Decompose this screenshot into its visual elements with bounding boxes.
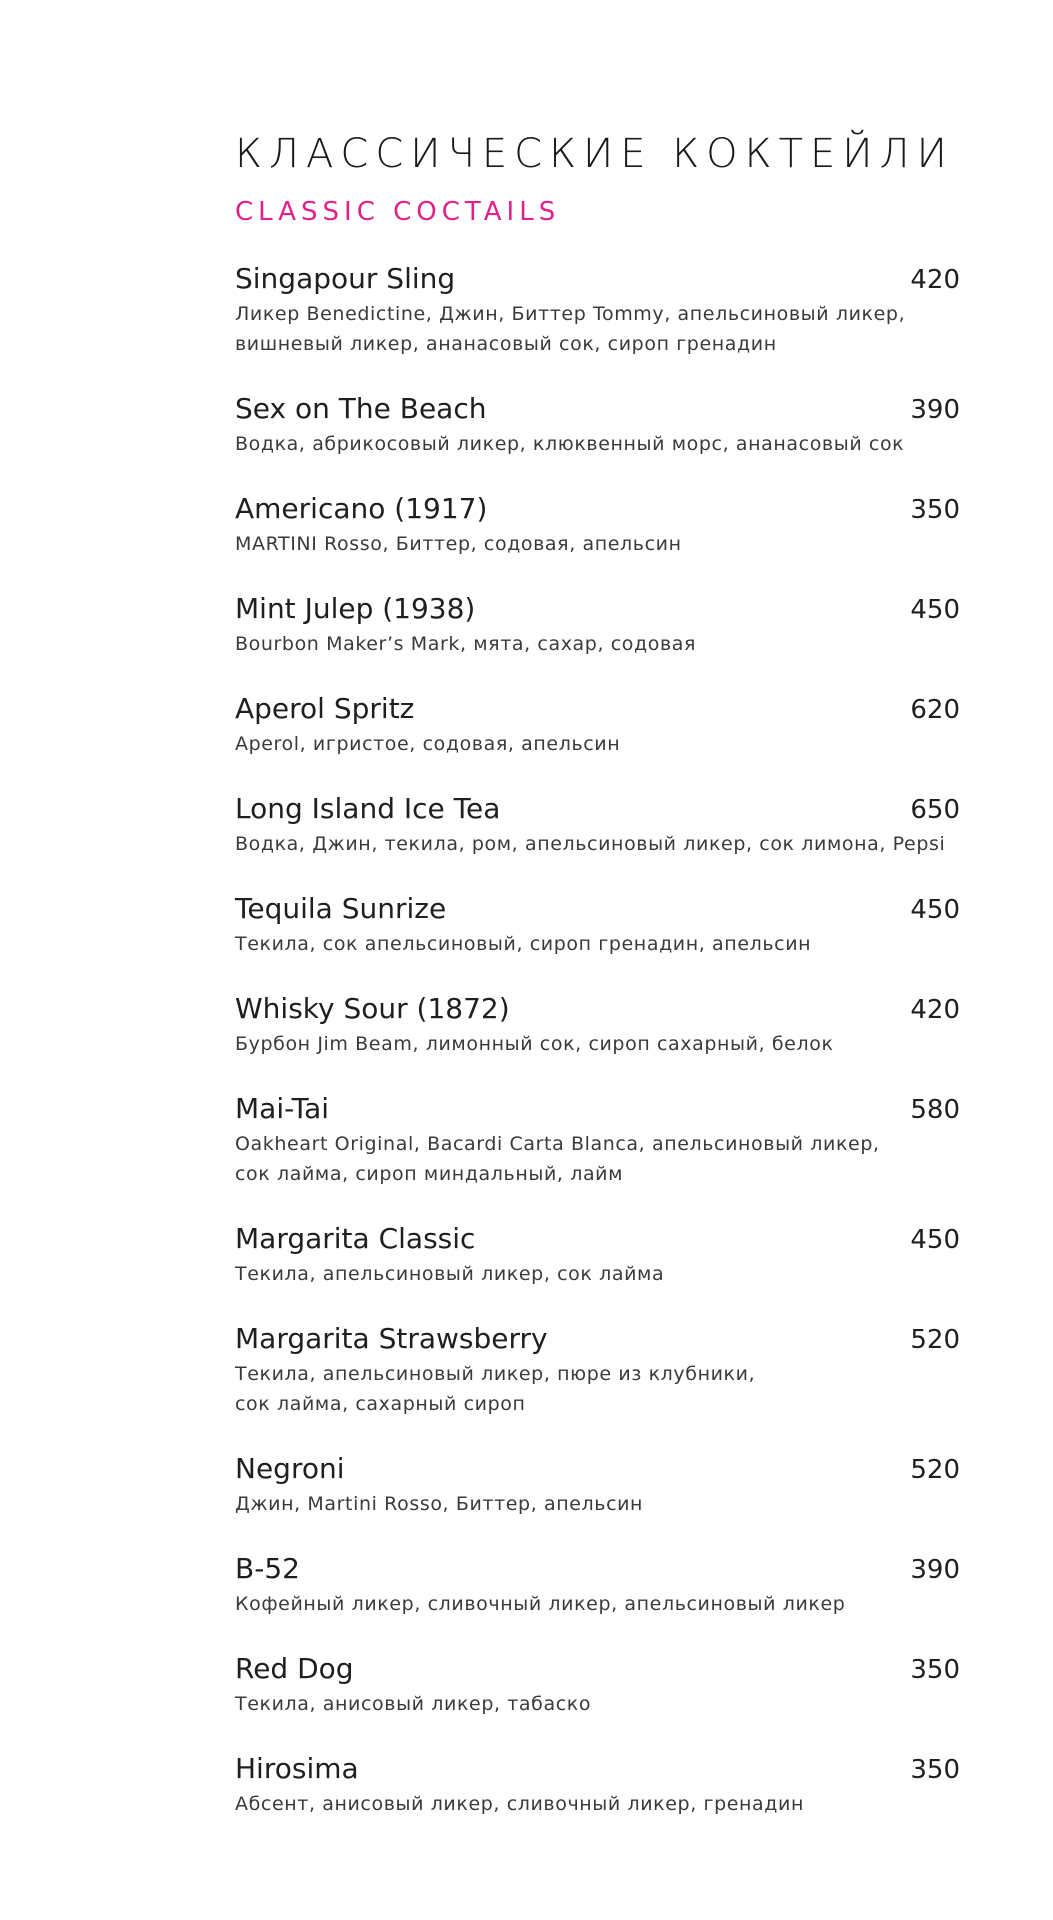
menu-item-description — [235, 1129, 960, 1189]
menu-item-description-line: Текила, анисовый ликер, табаско — [235, 1693, 592, 1715]
menu-item-description-line: MARTINI Rosso, Биттер, содовая, апельсин — [235, 533, 682, 555]
menu-item-name: Margarita Strawsberry — [235, 1322, 548, 1355]
menu-item-description — [235, 729, 960, 759]
menu-item-description — [235, 1359, 960, 1419]
menu-item-description-line: вишневый ликер, ананасовый сок, сироп гренадин — [235, 333, 777, 355]
menu-item-description — [235, 1029, 960, 1059]
menu-item-name: Sex on The Beach — [235, 392, 487, 425]
menu-item — [235, 592, 960, 659]
menu-item-description-line: Текила, апельсиновый ликер, сок лайма — [235, 1263, 665, 1285]
menu-item — [235, 892, 960, 959]
menu-item-header — [235, 1222, 960, 1257]
menu-item-price: 450 — [910, 595, 960, 625]
menu-item-description-line: сок лайма, сироп миндальный, лайм — [235, 1163, 624, 1185]
menu-item-header — [235, 792, 960, 827]
menu-item-name: Mai-Tai — [235, 1092, 330, 1125]
menu-item-description — [235, 929, 960, 959]
menu-item-description — [235, 1489, 960, 1519]
menu-item-price: 620 — [910, 695, 960, 725]
menu-item-name: Red Dog — [235, 1652, 354, 1685]
menu-item-header — [235, 1092, 960, 1127]
menu-item-price: 520 — [910, 1455, 960, 1485]
menu-item-description-line: Текила, апельсиновый ликер, пюре из клубники, — [235, 1363, 756, 1385]
menu-item-description-line: Текила, сок апельсиновый, сироп гренадин, апельсин — [235, 933, 812, 955]
menu-item-header — [235, 392, 960, 427]
menu-item-name: Americano (1917) — [235, 492, 488, 525]
menu-item-name: Long Island Ice Tea — [235, 792, 501, 825]
menu-item-description-line: Бурбон Jim Beam, лимонный сок, сироп сахарный, белок — [235, 1033, 834, 1055]
menu-item-description-line: Bourbon Maker’s Mark, мята, сахар, содовая — [235, 633, 697, 655]
menu-item-name: Singapour Sling — [235, 262, 456, 295]
menu-item-description-line: Абсент, анисовый ликер, сливочный ликер, гренадин — [235, 1793, 804, 1815]
menu-item — [235, 1652, 960, 1719]
menu-item — [235, 792, 960, 859]
menu-item-price: 350 — [910, 1655, 960, 1685]
menu-item-description — [235, 829, 960, 859]
menu-item-header — [235, 892, 960, 927]
menu-item-price: 650 — [910, 795, 960, 825]
menu-item-description — [235, 629, 960, 659]
menu-item-header — [235, 1652, 960, 1687]
menu-item — [235, 492, 960, 559]
menu-item-price: 350 — [910, 1755, 960, 1785]
menu-item-description — [235, 299, 960, 359]
menu-item — [235, 1222, 960, 1289]
menu-item-description — [235, 429, 960, 459]
menu-item-name: Whisky Sour (1872) — [235, 992, 510, 1025]
menu-item-name: Mint Julep (1938) — [235, 592, 476, 625]
menu-item-name: B-52 — [235, 1552, 300, 1585]
menu-item-description-line: Ликер Benedictine, Джин, Биттер Tommy, апельсиновый ликер, — [235, 303, 906, 325]
menu-item-price: 450 — [910, 895, 960, 925]
menu-item-price: 450 — [910, 1225, 960, 1255]
menu-item-price: 420 — [910, 995, 960, 1025]
menu-page — [235, 130, 960, 1852]
menu-item-header — [235, 692, 960, 727]
menu-item-header — [235, 1552, 960, 1587]
menu-item — [235, 262, 960, 359]
menu-item-header — [235, 492, 960, 527]
menu-item-price: 520 — [910, 1325, 960, 1355]
menu-item-name: Tequila Sunrize — [235, 892, 447, 925]
menu-item — [235, 1092, 960, 1189]
menu-list — [235, 262, 960, 1819]
menu-item-description-line: сок лайма, сахарный сироп — [235, 1393, 526, 1415]
menu-item — [235, 992, 960, 1059]
menu-item-price: 350 — [910, 495, 960, 525]
menu-item-name: Hirosima — [235, 1752, 359, 1785]
menu-item-description — [235, 1689, 960, 1719]
menu-item-header — [235, 592, 960, 627]
menu-item — [235, 692, 960, 759]
menu-item-header — [235, 992, 960, 1027]
menu-item-description-line: Oakheart Original, Bacardi Carta Blanca, апельсиновый ликер, — [235, 1133, 880, 1155]
menu-item-description-line: Водка, Джин, текила, ром, апельсиновый ликер, сок лимона, Pepsi — [235, 833, 946, 855]
menu-item — [235, 1752, 960, 1819]
menu-item-description — [235, 529, 960, 559]
menu-item-price: 390 — [910, 1555, 960, 1585]
menu-item-description-line: Aperol, игристое, содовая, апельсин — [235, 733, 621, 755]
page-subtitle: CLASSIC COCTAILS — [235, 197, 561, 227]
menu-item-price: 390 — [910, 395, 960, 425]
menu-item-name: Margarita Classic — [235, 1222, 476, 1255]
menu-item-description-line: Водка, абрикосовый ликер, клюквенный морс, ананасовый сок — [235, 433, 905, 455]
menu-item-price: 420 — [910, 265, 960, 295]
menu-item-header — [235, 1322, 960, 1357]
menu-item-header — [235, 262, 960, 297]
menu-item-description-line: Кофейный ликер, сливочный ликер, апельсиновый ликер — [235, 1593, 846, 1615]
menu-item — [235, 392, 960, 459]
menu-item — [235, 1552, 960, 1619]
menu-item-name: Aperol Spritz — [235, 692, 415, 725]
menu-item-description — [235, 1789, 960, 1819]
menu-item-description — [235, 1589, 960, 1619]
menu-item-description — [235, 1259, 960, 1289]
menu-item-header — [235, 1452, 960, 1487]
page-title: КЛАССИЧЕСКИЕ КОКТЕЙЛИ — [235, 131, 954, 177]
menu-item-header — [235, 1752, 960, 1787]
menu-item-description-line: Джин, Martini Rosso, Биттер, апельсин — [235, 1493, 644, 1515]
menu-item — [235, 1322, 960, 1419]
menu-item — [235, 1452, 960, 1519]
menu-item-price: 580 — [910, 1095, 960, 1125]
menu-item-name: Negroni — [235, 1452, 345, 1485]
